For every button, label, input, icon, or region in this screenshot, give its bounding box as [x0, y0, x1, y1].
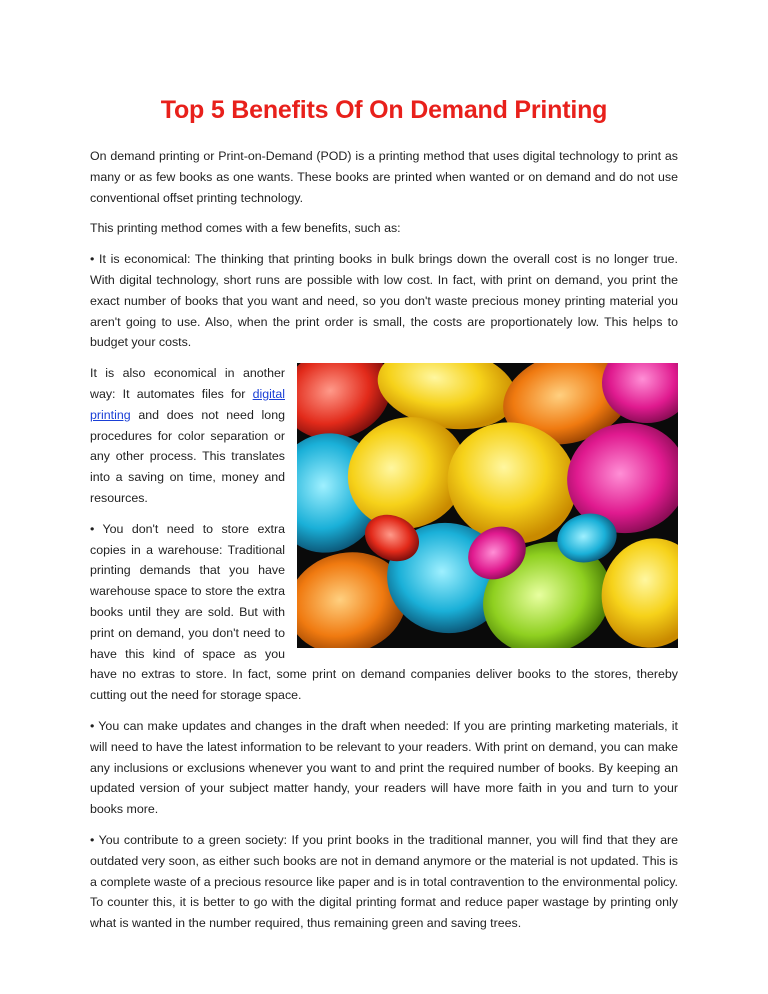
economical-paragraph: • It is economical: The thinking that printing books in bulk brings down the overall cost is no longer true. With digital technology, short runs are possible with low cost. In fact, with print on demand, you print the exact number of books that you want and need, so you don't waste precious money printing material you aren't going to use. Also, when the print order is small, the costs are proportionately low. This helps to budget your costs.: [90, 252, 678, 350]
digital-printing-link[interactable]: digital printing: [90, 386, 285, 422]
colored-paper-rolls-image: [297, 363, 678, 648]
document-body: [90, 146, 678, 944]
automation-text-end: and does not need long procedures for color separation or any other process. This translates into a saving on time, money and resources.: [90, 407, 285, 505]
document-title: Top 5 Benefits Of On Demand Printing: [160, 96, 608, 124]
green-society-paragraph: • You contribute to a green society: If you print books in the traditional manner, you will find that they are outdated very soon, as either such books are not in demand anymore or the material is not updated. This is a complete waste of a precious resource like paper and is in total contravention to the environmental policy. To counter this, it is better to go with the digital printing format and reduce paper wastage by printing only what is wanted in the number required, thus remaining green and saving trees.: [90, 832, 678, 931]
storage-paragraph: • You don't need to store extra copies in a warehouse: Traditional printing demands that you have warehouse space to store the extra books until they are sold. But with print on demand, you don't need to have this kind of space as you have no extras to store. In fact, some print on demand companies deliver books to the stores, thereby cutting out the need for storage space.: [90, 521, 678, 703]
benefits-intro-paragraph: This printing method comes with a few benefits, such as:: [90, 221, 401, 236]
intro-paragraph: On demand printing or Print-on-Demand (POD) is a printing method that uses digital technology to print as many or as few books as one wants. These books are printed when wanted or on demand and do not use conventional offset printing technology.: [90, 149, 678, 205]
updates-paragraph: • You can make updates and changes in the draft when needed: If you are printing marketing materials, it will need to have the latest information to be relevant to your readers. With print on demand, you can make any inclusions or exclusions whenever you want to and print the required number of books. By keeping an updated version of your subject matter handy, your readers will have more faith in you and turn to your books more.: [90, 718, 678, 817]
automation-text-start: It is also economical in another way: It automates files for: [90, 366, 285, 401]
